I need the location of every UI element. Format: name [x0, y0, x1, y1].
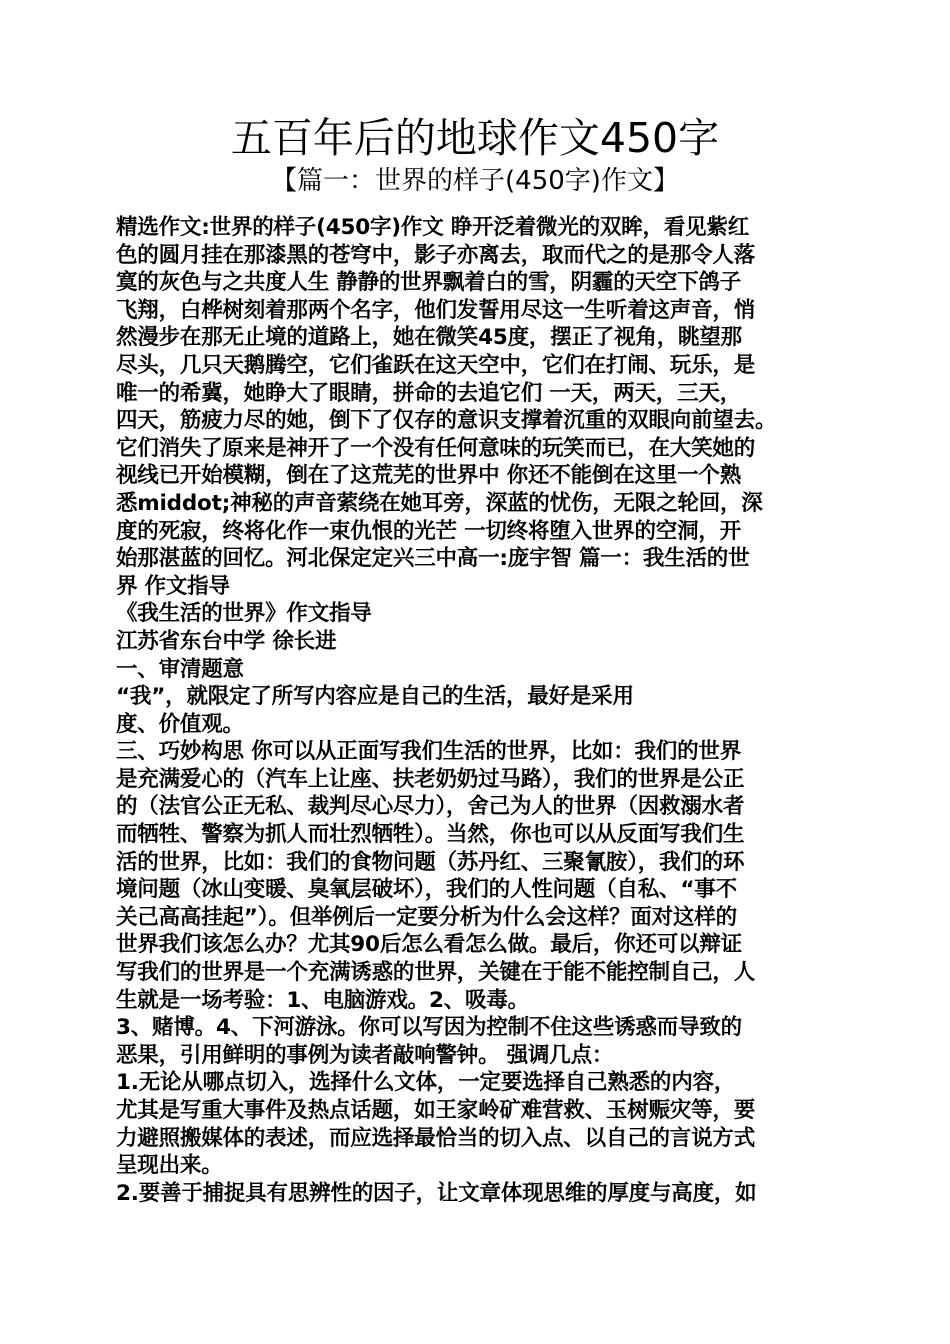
body-text-line: 写我们的世界是一个充满诱惑的世界，关键在于能不能控制自己，人: [116, 960, 756, 986]
body-text-line: 度、价值观。: [116, 711, 244, 737]
body-text-line: 唯一的希冀，她睁大了眼睛，拼命的去追它们 一天，两天，三天，: [116, 380, 741, 406]
body-text-line: 尽头，几只天鹅腾空，它们雀跃在这天空中，它们在打闹、玩乐，是: [116, 352, 756, 378]
body-text-line: 度的死寂，终将化作一束仇恨的光芒 一切终将堕入世界的空洞，开: [116, 518, 741, 544]
body-text-line: 一、审清题意: [116, 656, 244, 682]
document-subtitle: 【篇一：世界的样子(450字)作文】: [271, 166, 679, 196]
body-text-line: 江苏省东台中学 徐长进: [116, 628, 337, 654]
document-title: 五百年后的地球作文450字: [230, 114, 720, 162]
body-text-line: 四天，筋疲力尽的她，倒下了仅存的意识支撑着沉重的双眼向前望去。: [116, 408, 777, 434]
body-text-line: 是充满爱心的（汽车上让座、扶老奶奶过马路），我们的世界是公正: [116, 766, 745, 792]
body-text-line: 1.无论从哪点切入，选择什么文体，一定要选择自己熟悉的内容，: [116, 1070, 736, 1096]
body-text-line: 的（法官公正无私、裁判尽心尽力），舍己为人的世界（因救溺水者: [116, 794, 745, 820]
body-text-line: 境问题（冰山变暖、臭氧层破坏），我们的人性问题（自私、“事不: [116, 877, 737, 903]
body-text-line: 力避照搬媒体的表述，而应选择最恰当的切入点、以自己的言说方式: [116, 1125, 756, 1151]
body-text-line: 悉middot;神秘的声音萦绕在她耳旁，深蓝的忧伤，无限之轮回，深: [116, 490, 763, 516]
body-text-line: 视线已开始模糊，倒在了这荒芜的世界中 你还不能倒在这里一个熟: [116, 463, 741, 489]
body-text-line: 三、巧妙构思 你可以从正面写我们生活的世界，比如：我们的世界: [116, 739, 741, 765]
body-text-line: 它们消失了原来是神开了一个没有任何意味的玩笑而已，在大笑她的: [116, 435, 756, 461]
body-text-line: 然漫步在那无止境的道路上，她在微笑45度，摆正了视角，眺望那: [116, 325, 742, 351]
body-text-line: 精选作文:世界的样子(450字)作文 睁开泛着微光的双眸，看见紫红: [116, 215, 750, 240]
body-text-line: 2.要善于捕捉具有思辨性的因子，让文章体现思维的厚度与高度，如: [116, 1180, 757, 1206]
body-text-line: 世界我们该怎么办？尤其90后怎么看怎么做。最后，你还可以辩证: [116, 932, 742, 958]
body-text-line: “我”，就限定了所写内容应是自己的生活，最好是采用: [116, 684, 634, 710]
body-text-line: 《我生活的世界》作文指导: [116, 601, 372, 627]
body-text-line: 色的圆月挂在那漆黑的苍穹中，影子亦离去，取而代之的是那令人落: [116, 242, 756, 268]
document-body: [116, 214, 846, 1207]
body-text-line: 活的世界，比如：我们的食物问题（苏丹红、三聚氰胺），我们的环: [116, 849, 745, 875]
body-text-line: 而牺牲、警察为抓人而壮烈牺牲）。当然，你也可以从反面写我们生: [116, 822, 745, 848]
body-text-line: 界 作文指导: [116, 573, 230, 599]
body-text-line: 飞翔，白桦树刻着那两个名字，他们发誓用尽这一生听着这声音，悄: [116, 297, 756, 323]
body-text-line: 始那湛蓝的回忆。河北保定定兴三中高一:庞宇智 篇一：我生活的世: [116, 546, 750, 572]
body-text-line: 恶果，引用鲜明的事例为读者敲响警钟。 强调几点：: [116, 1042, 614, 1068]
body-text-line: 生就是一场考验：1、电脑游戏。2、吸毒。: [116, 987, 529, 1013]
body-text-line: 尤其是写重大事件及热点话题，如王家岭矿难营救、玉树赈灾等，要: [116, 1098, 756, 1123]
body-text-line: 寞的灰色与之共度人生 静静的世界飘着白的雪，阴霾的天空下鸽子: [116, 270, 741, 296]
body-text-line: 3、赌博。4、下河游泳。你可以写因为控制不住这些诱惑而导致的: [116, 1015, 742, 1041]
body-text-line: 关己高高挂起”）。但举例后一定要分析为什么会这样？面对这样的: [116, 904, 737, 930]
body-text-line: 呈现出来。: [116, 1153, 223, 1179]
